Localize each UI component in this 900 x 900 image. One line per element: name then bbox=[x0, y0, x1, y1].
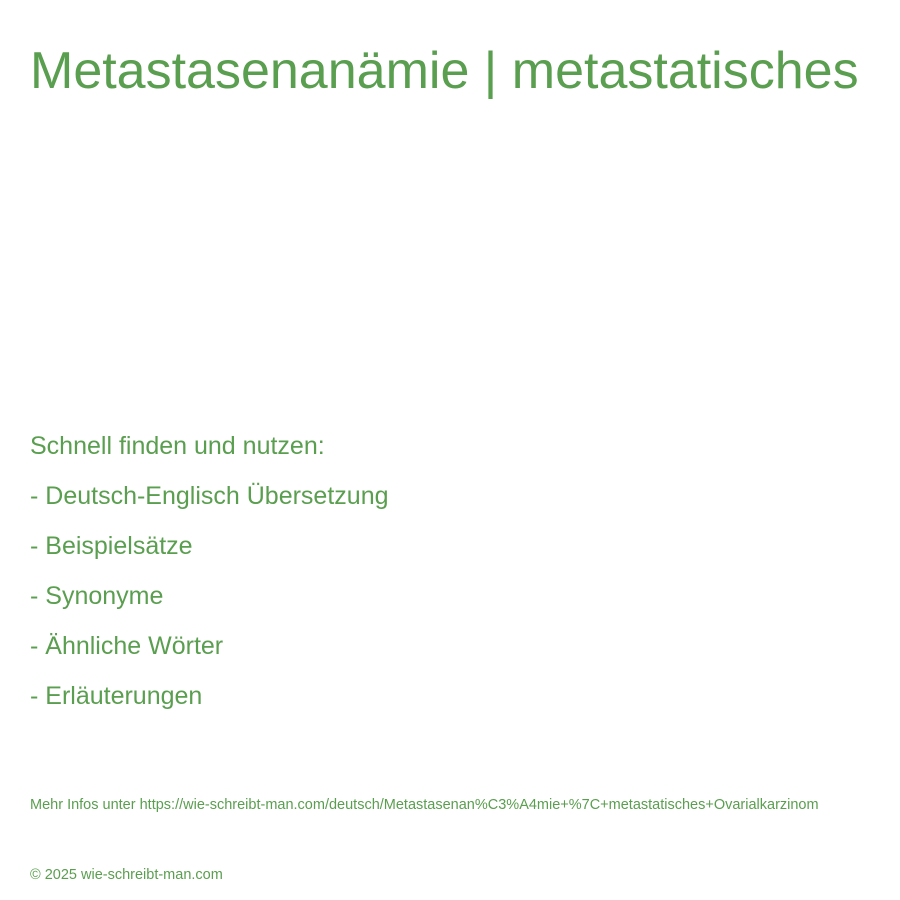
feature-translation: - Deutsch-Englisch Übersetzung bbox=[30, 482, 389, 510]
feature-explanations: - Erläuterungen bbox=[30, 682, 203, 710]
copyright-notice: © 2025 wie-schreibt-man.com bbox=[30, 867, 223, 883]
more-info-text: Mehr Infos unter https://wie-schreibt-man.com/deutsch/Metastasenan%C3%A4mie+%7C+metastatisches+Ovarialkarzinom bbox=[30, 797, 819, 813]
feature-synonyms: - Synonyme bbox=[30, 582, 164, 610]
feature-list-intro: Schnell finden und nutzen: bbox=[30, 432, 325, 460]
feature-similar-words: - Ähnliche Wörter bbox=[30, 632, 224, 660]
page-title: Metastasenanämie | metastatisches bbox=[30, 42, 859, 100]
feature-list bbox=[30, 421, 389, 721]
feature-example-sentences: - Beispielsätze bbox=[30, 532, 193, 560]
